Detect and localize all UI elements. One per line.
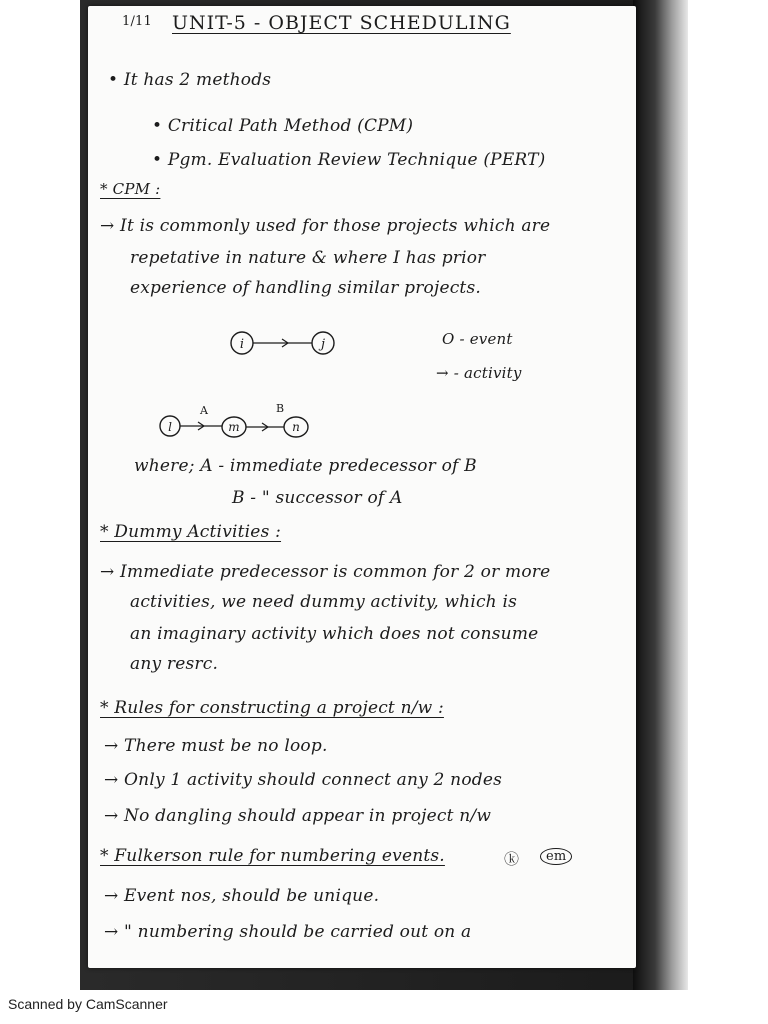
- section-heading-rules: * Rules for constructing a project n/w :: [100, 698, 444, 718]
- note-line-21: → " numbering should be carried out on a: [104, 922, 472, 942]
- note-line-17: → Only 1 activity should connect any 2 nodes: [104, 770, 503, 790]
- section-heading-fulkerson: * Fulkerson rule for numbering events.: [100, 846, 445, 866]
- event-diagram-lmn: [152, 400, 320, 446]
- legend-activity: → - activity: [436, 364, 522, 382]
- node-i-label: i: [239, 337, 245, 352]
- note-line-18: → No dangling should appear in project n/w: [104, 806, 492, 826]
- fulkerson-mark-2: em: [540, 848, 572, 865]
- note-line-8: where; A - immediate predecessor of B: [134, 456, 477, 476]
- corner-mark: 1/11: [122, 14, 152, 29]
- scan-edge-shadow: [633, 0, 688, 990]
- note-line-7: experience of handling similar projects.: [130, 278, 481, 298]
- note-line-12: activities, we need dummy activity, which is: [130, 592, 518, 612]
- page-title: UNIT-5 - OBJECT SCHEDULING: [172, 12, 511, 34]
- event-diagram-ij: [224, 326, 344, 360]
- node-m-label: m: [228, 420, 240, 434]
- scanner-watermark: Scanned by CamScanner: [8, 996, 168, 1012]
- note-line-14: any resrc.: [130, 654, 219, 674]
- activity-label-a: A: [200, 404, 208, 417]
- note-line-11: → Immediate predecessor is common for 2 or more: [100, 562, 551, 582]
- activity-label-b: B: [275, 402, 285, 415]
- note-line-20: → Event nos, should be unique.: [104, 886, 380, 906]
- fulkerson-mark-1: ⓚ: [504, 850, 520, 868]
- note-line-13: an imaginary activity which does not consume: [130, 624, 539, 644]
- note-line-2: • Critical Path Method (CPM): [152, 116, 414, 136]
- legend-event: O - event: [442, 330, 513, 348]
- note-line-3: • Pgm. Evaluation Review Technique (PERT): [152, 150, 546, 170]
- node-n-label: n: [292, 420, 300, 434]
- section-heading-cpm: * CPM :: [100, 180, 161, 198]
- note-line-5: → It is commonly used for those projects which are: [100, 216, 551, 236]
- section-heading-dummy: * Dummy Activities :: [100, 522, 282, 542]
- note-line-9: B - " successor of A: [232, 488, 403, 508]
- note-line-16: → There must be no loop.: [104, 736, 328, 756]
- note-line-1: • It has 2 methods: [108, 70, 272, 90]
- note-line-6: repetative in nature & where I has prior: [130, 248, 486, 268]
- node-l-label: l: [168, 420, 172, 434]
- node-j-label: j: [320, 337, 326, 352]
